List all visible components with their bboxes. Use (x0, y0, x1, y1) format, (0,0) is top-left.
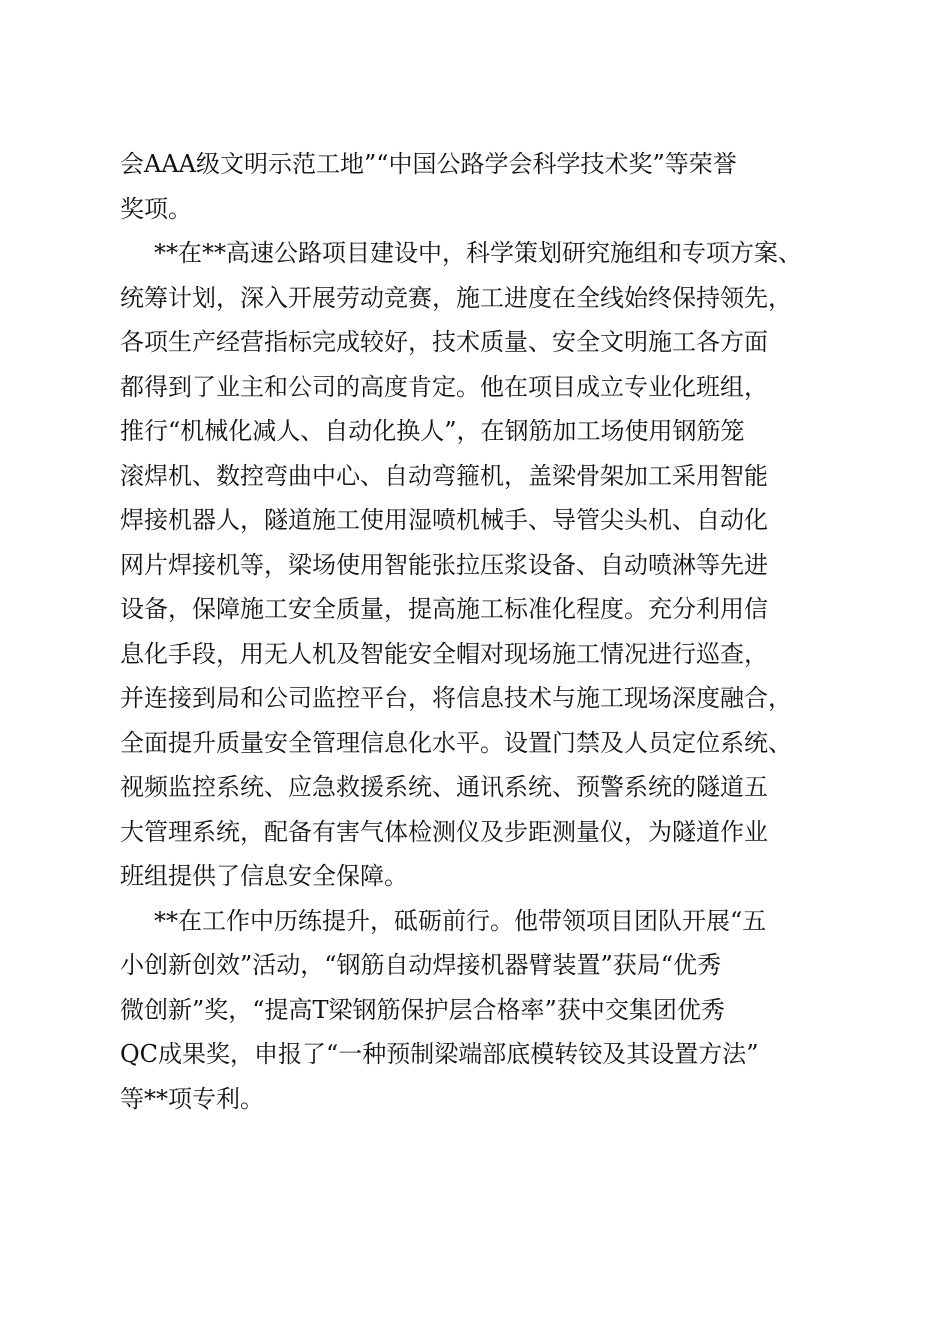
paragraph-line: 网片焊接机等，梁场使用智能张拉压浆设备、自动喷淋等先进 (120, 550, 768, 579)
paragraph-line: 全面提升质量安全管理信息化水平。设置门禁及人员定位系统、 (120, 728, 792, 757)
paragraph-line: 小创新创效”活动，“钢筋自动焊接机器臂装置”获局“优秀 (120, 951, 722, 979)
paragraph-line: 并连接到局和公司监控平台，将信息技术与施工现场深度融合， (120, 684, 792, 712)
paragraph-line: 奖项。 (120, 194, 192, 223)
paragraph-line: 统筹计划，深入开展劳动竞赛，施工进度在全线始终保持领先， (120, 283, 792, 312)
paragraph-line: 都得到了业主和公司的高度肯定。他在项目成立专业化班组， (120, 372, 768, 401)
document-body (120, 142, 840, 1121)
paragraph-line: 视频监控系统、应急救援系统、通讯系统、预警系统的隧道五 (120, 773, 768, 801)
paragraph-line: **在工作中历练提升，砥砺前行。他带领项目团队开展“五 (154, 906, 767, 935)
paragraph-line: QC成果奖，申报了“一种预制梁端部底模转铰及其设置方法” (120, 1040, 759, 1068)
paragraph-line: 推行“机械化减人、自动化换人”，在钢筋加工场使用钢筋笼 (120, 417, 745, 445)
paragraph-line: 焊接机器人，隧道施工使用湿喷机械手、导管尖头机、自动化 (120, 506, 768, 534)
paragraph-line: 大管理系统，配备有害气体检测仪及步距测量仪，为隧道作业 (120, 817, 768, 846)
paragraph-line: 息化手段，用无人机及智能安全帽对现场施工情况进行巡查， (120, 639, 768, 668)
paragraph-line: **在**高速公路项目建设中，科学策划研究施组和专项方案、 (154, 239, 802, 267)
paragraph-2 (120, 231, 840, 899)
paragraph-line: 设备，保障施工安全质量，提高施工标准化程度。充分利用信 (120, 595, 768, 623)
paragraph-line: 滚焊机、数控弯曲中心、自动弯箍机，盖梁骨架加工采用智能 (120, 461, 768, 490)
paragraph-line: 班组提供了信息安全保障。 (120, 862, 408, 890)
paragraph-1 (120, 142, 840, 231)
paragraph-line: 会AAA级文明示范工地”“中国公路学会科学技术奖”等荣誉 (120, 150, 737, 178)
paragraph-line: 微创新”奖，“提高T梁钢筋保护层合格率”获中交集团优秀 (120, 995, 725, 1024)
paragraph-3 (120, 899, 840, 1122)
paragraph-line: 各项生产经营指标完成较好，技术质量、安全文明施工各方面 (120, 328, 768, 356)
paragraph-line: 等**项专利。 (120, 1084, 264, 1113)
